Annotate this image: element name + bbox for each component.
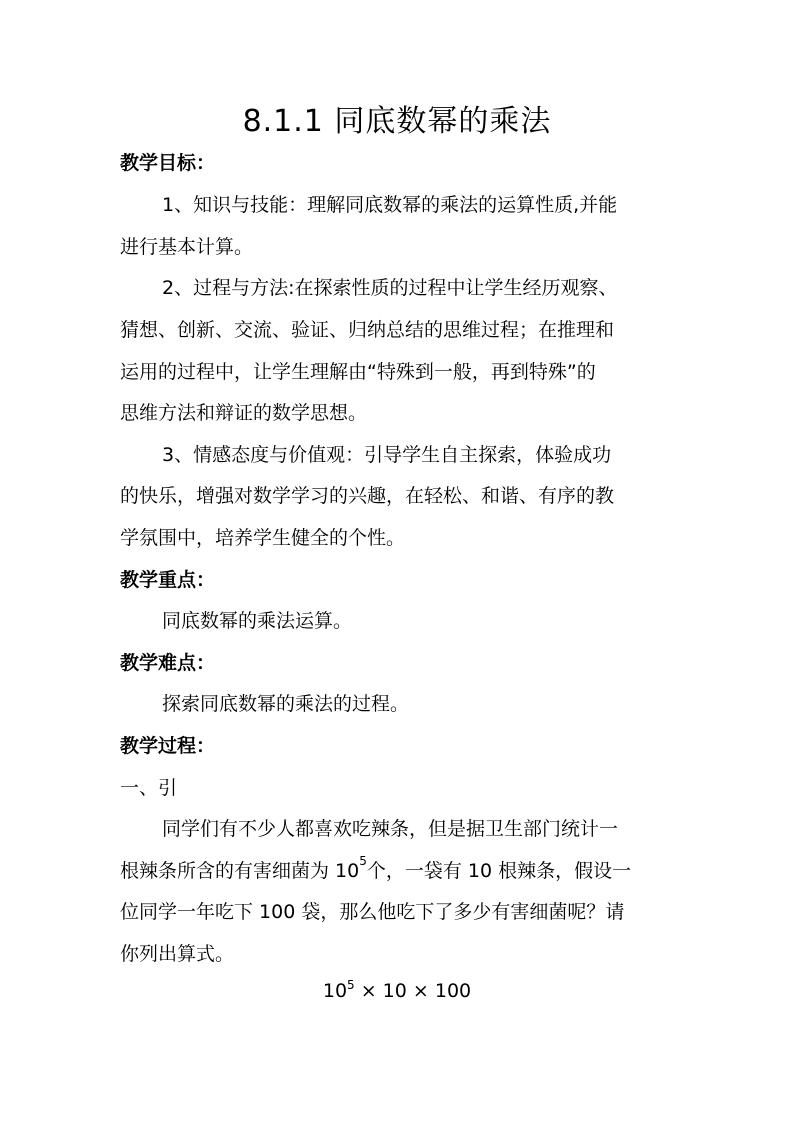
question-line-3: 位同学一年吃下 100 袋，那么他吃下了多少有害细菌呢？请: [120, 901, 625, 923]
question-line-2: [120, 856, 631, 883]
section-1-heading: 一、引: [120, 777, 178, 799]
formula: [0, 980, 794, 1002]
objective-1-line-2: 进行基本计算。: [120, 236, 254, 258]
objective-1-line-1: 1、知识与技能：理解同底数幂的乘法的运算性质,并能: [162, 194, 618, 216]
objective-2-line-3: 运用的过程中，让学生理解由“特殊到一般，再到特殊”的: [120, 361, 596, 383]
formula-exponent: 5: [347, 978, 355, 992]
page-title: 8.1.1 同底数幂的乘法: [242, 104, 552, 139]
objective-2-line-1: 2、过程与方法:在探索性质的过程中让学生经历观察、: [162, 277, 618, 299]
formula-rest: × 10 × 100: [354, 980, 472, 1002]
objectives-heading: 教学目标：: [120, 152, 216, 174]
objective-3-line-2: 的快乐，增强对数学学习的兴趣，在轻松、和谐、有序的教: [120, 485, 615, 507]
process-heading: 教学过程：: [120, 735, 216, 757]
objective-2-line-4: 思维方法和辩证的数学思想。: [120, 402, 368, 424]
question-line-1: 同学们有不少人都喜欢吃辣条，但是据卫生部门统计一: [162, 818, 619, 840]
exponent: 5: [359, 854, 367, 868]
objective-2-line-2: 猜想、创新、交流、验证、归纳总结的思维过程；在推理和: [120, 319, 615, 341]
difficulty-text: 探索同底数幂的乘法的过程。: [162, 693, 410, 715]
objective-3-line-1: 3、情感态度与价值观：引导学生自主探索，体验成功: [162, 444, 612, 466]
formula-base: 10: [322, 980, 348, 1002]
question-line-2-pre: 根辣条所含的有害细菌为 10: [120, 860, 360, 882]
key-point-heading: 教学重点：: [120, 569, 216, 591]
key-point-text: 同底数幂的乘法运算。: [162, 610, 353, 632]
objective-3-line-3: 学氛围中，培养学生健全的个性。: [120, 527, 406, 549]
question-line-4: 你列出算式。: [120, 943, 235, 965]
difficulty-heading: 教学难点：: [120, 652, 216, 674]
question-line-2-post: 个，一袋有 10 根辣条，假设一: [366, 860, 632, 882]
